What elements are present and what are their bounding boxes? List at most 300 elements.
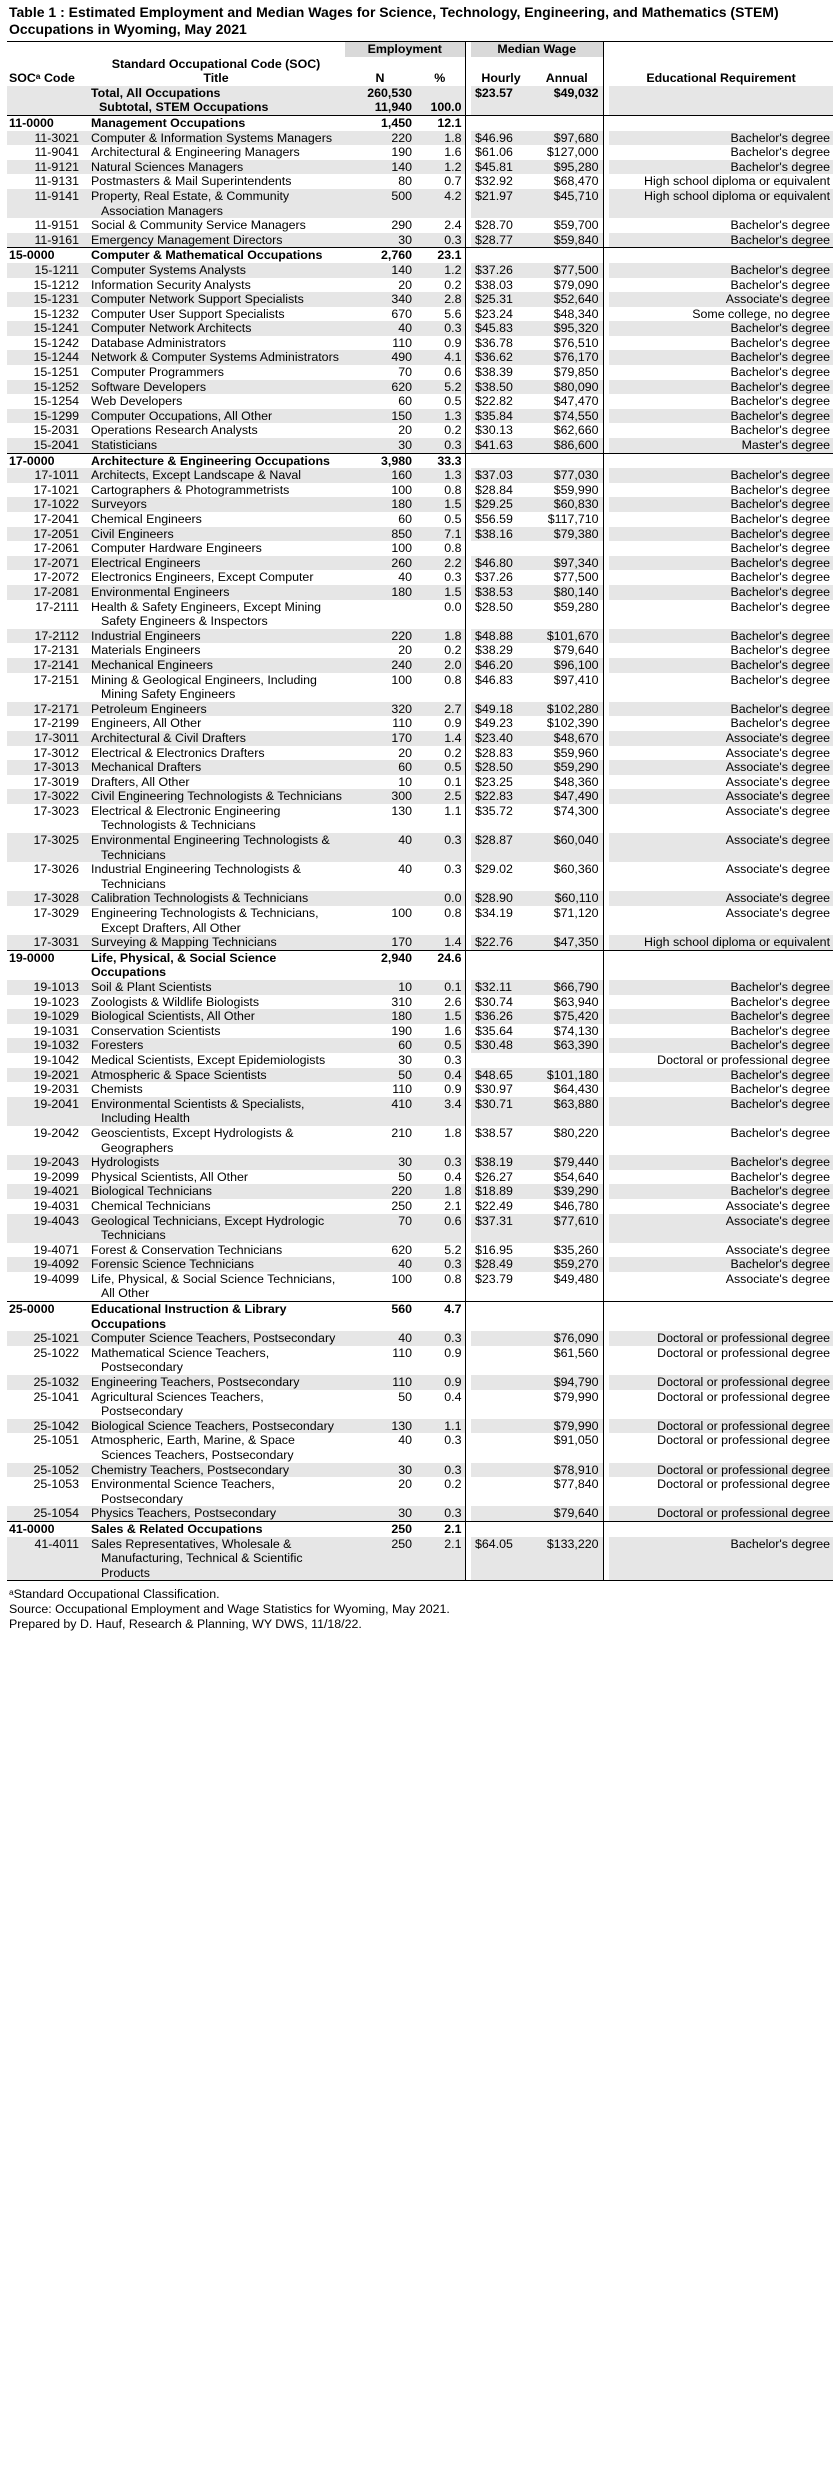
- soc-code-cell: 17-2151: [33, 672, 79, 687]
- hourly-wage-cell: $45.83: [471, 321, 531, 336]
- employment-pct-cell: [415, 86, 465, 101]
- education-requirement-cell: Bachelor's degree: [730, 277, 831, 292]
- occupation-title-cell: Computer User Support Specialists: [91, 306, 285, 321]
- employment-pct-cell: 2.1: [415, 1521, 465, 1536]
- hourly-wage-cell: $46.20: [471, 658, 531, 673]
- employment-pct-cell: 0.5: [415, 1038, 465, 1053]
- education-requirement-cell: Doctoral or professional degree: [657, 1389, 831, 1404]
- hourly-wage-cell: [471, 1433, 531, 1462]
- hourly-wage-cell: $41.63: [471, 438, 531, 453]
- occupation-title-cell: Geoscientists, Except Hydrologists & Geographers: [91, 1125, 294, 1155]
- table-row: [7, 746, 833, 761]
- soc-code-cell: 19-1013: [7, 980, 87, 995]
- table-row: [7, 1537, 833, 1581]
- annual-wage-cell: $97,680: [531, 131, 603, 146]
- header-column-row: [7, 57, 833, 86]
- occupation-title-cell: Emergency Management Directors: [87, 233, 345, 248]
- occupation-title-cell: Materials Engineers: [91, 643, 201, 658]
- soc-code-cell: 19-1032: [7, 1038, 87, 1053]
- annual-wage-cell: $101,180: [531, 1068, 603, 1083]
- education-requirement-cell: Associate's degree: [609, 731, 833, 746]
- employment-n-cell: 20: [398, 423, 412, 438]
- soc-code-cell: 15-1242: [33, 335, 79, 350]
- employment-pct-cell: 1.8: [415, 131, 465, 146]
- employment-pct-cell: 0.2: [444, 423, 462, 438]
- occupation-title-cell: Computer & Information Systems Managers: [87, 131, 345, 146]
- soc-code-cell: 17-3028: [7, 891, 87, 906]
- annual-wage-cell: $80,220: [553, 1125, 599, 1140]
- soc-code-cell: 15-1254: [33, 394, 79, 409]
- occupation-title-cell: Soil & Plant Scientists: [87, 980, 345, 995]
- education-requirement-cell: Bachelor's degree: [730, 672, 831, 687]
- soc-code-cell: 11-9151: [34, 218, 79, 233]
- annual-wage-cell: $80,140: [531, 585, 603, 600]
- education-requirement-cell: Bachelor's degree: [609, 1097, 833, 1126]
- soc-code-cell: 19-4043: [7, 1214, 87, 1243]
- hourly-wage-cell: $30.74: [475, 994, 513, 1009]
- occupation-title-cell: Computer & Mathematical Occupations: [87, 248, 345, 263]
- table-row: [7, 189, 833, 218]
- annual-wage-cell: $102,390: [546, 716, 599, 731]
- soc-code-cell: 19-4071: [33, 1242, 79, 1257]
- employment-pct-cell: 100.0: [415, 100, 465, 115]
- education-requirement-cell: Bachelor's degree: [609, 350, 833, 365]
- occupation-title-cell: Industrial Engineering Technologists & Technicians: [91, 862, 301, 891]
- employment-n-cell: 220: [345, 629, 415, 644]
- education-requirement-cell: [609, 86, 833, 101]
- employment-pct-cell: 0.3: [444, 1433, 462, 1448]
- table-row: [7, 1463, 833, 1478]
- annual-wage-cell: $47,470: [553, 394, 599, 409]
- employment-n-cell: 11,940: [345, 100, 415, 115]
- hourly-wage-cell: $32.92: [475, 174, 513, 189]
- annual-wage-cell: $48,670: [531, 731, 603, 746]
- employment-n-cell: 10: [345, 980, 415, 995]
- occupation-title-cell: Postmasters & Mail Superintendents: [91, 174, 292, 189]
- employment-n-cell: 290: [391, 218, 412, 233]
- annual-wage-cell: $49,480: [553, 1271, 599, 1286]
- table-row: [7, 833, 833, 862]
- hourly-wage-cell: [471, 1477, 531, 1506]
- occupation-title-cell: Computer Science Teachers, Postsecondary: [87, 1331, 345, 1346]
- employment-pct-cell: 1.6: [444, 1023, 462, 1038]
- education-requirement-cell: Bachelor's degree: [730, 643, 831, 658]
- hourly-wage-cell: $34.19: [475, 906, 513, 921]
- employment-n-cell: 850: [345, 527, 415, 542]
- table-row: [7, 1126, 833, 1155]
- annual-wage-cell: $74,550: [531, 409, 603, 424]
- hourly-wage-cell: $36.78: [475, 335, 513, 350]
- education-requirement-cell: Bachelor's degree: [730, 365, 831, 380]
- annual-wage-cell: $95,320: [531, 321, 603, 336]
- employment-pct-cell: 0.3: [415, 1506, 465, 1521]
- hourly-wage-cell: $30.48: [471, 1038, 531, 1053]
- hourly-wage-cell: $37.26: [475, 570, 513, 585]
- hourly-wage-cell: $38.57: [475, 1125, 513, 1140]
- source-note: Source: Occupational Employment and Wage Statistics for Wyoming, May 2021.: [9, 1602, 450, 1617]
- employment-pct-cell: 7.1: [415, 527, 465, 542]
- occupation-title-cell: Forest & Conservation Technicians: [91, 1242, 283, 1257]
- education-requirement-cell: Doctoral or professional degree: [657, 1477, 831, 1492]
- employment-n-cell: 80: [398, 174, 412, 189]
- annual-wage-cell: $79,090: [553, 277, 599, 292]
- education-requirement-cell: High school diploma or equivalent: [609, 935, 833, 950]
- employment-pct-cell: 1.2: [415, 160, 465, 175]
- occupation-title-cell: Atmospheric, Earth, Marine, & Space Sciences Teachers, Postsecondary: [91, 1433, 295, 1462]
- table-row: [7, 980, 833, 995]
- education-requirement-cell: Associate's degree: [725, 745, 831, 760]
- hourly-wage-cell: [471, 541, 531, 556]
- education-requirement-cell: Associate's degree: [725, 1242, 831, 1257]
- employment-pct-cell: 0.3: [415, 321, 465, 336]
- occupation-title-cell: Biological Science Teachers, Postsecondary: [87, 1419, 345, 1434]
- education-requirement-cell: Bachelor's degree: [609, 380, 833, 395]
- education-requirement-cell: Bachelor's degree: [730, 541, 831, 556]
- education-requirement-cell: Bachelor's degree: [609, 1009, 833, 1024]
- occupation-title-cell: Architects, Except Landscape & Naval: [87, 468, 345, 483]
- employment-n-cell: 100: [391, 541, 412, 556]
- table-row: [7, 600, 833, 629]
- employment-pct-cell: 1.4: [415, 731, 465, 746]
- education-requirement-cell: Doctoral or professional degree: [657, 1345, 831, 1360]
- employment-pct-cell: 0.9: [415, 1375, 465, 1390]
- table-row: [7, 1038, 833, 1053]
- hourly-wage-cell: $38.03: [475, 277, 513, 292]
- employment-pct-cell: 2.5: [415, 789, 465, 804]
- education-requirement-cell: Bachelor's degree: [609, 233, 833, 248]
- employment-pct-cell: 4.1: [415, 350, 465, 365]
- occupation-title-cell: Mechanical Engineers: [87, 658, 345, 673]
- employment-pct-cell: 4.7: [415, 1302, 465, 1332]
- employment-pct-cell: 0.2: [444, 643, 462, 658]
- soc-code-cell: 17-3031: [7, 935, 87, 950]
- table-row: [7, 423, 833, 438]
- hourly-wage-cell: $48.65: [471, 1068, 531, 1083]
- education-requirement-cell: Doctoral or professional degree: [657, 1052, 831, 1067]
- education-requirement-cell: Bachelor's degree: [609, 131, 833, 146]
- education-requirement-cell: Master's degree: [609, 438, 833, 453]
- hourly-wage-cell: $23.40: [471, 731, 531, 746]
- soc-code-cell: 17-3019: [33, 774, 79, 789]
- employment-n-cell: 3,980: [345, 453, 415, 468]
- annual-wage-cell: [531, 453, 603, 468]
- occupation-title-cell: Forensic Science Technicians: [87, 1257, 345, 1272]
- soc-code-cell: 25-1022: [33, 1345, 79, 1360]
- education-requirement-cell: Associate's degree: [725, 906, 831, 921]
- soc-code-cell: [7, 86, 87, 101]
- employment-pct-cell: 1.1: [415, 1419, 465, 1434]
- hourly-wage-cell: [471, 1521, 531, 1536]
- hourly-wage-cell: $22.49: [475, 1198, 513, 1213]
- employment-n-cell: 560: [345, 1302, 415, 1332]
- table-row: [7, 585, 833, 600]
- soc-title-header-line2: Title: [203, 71, 229, 86]
- soc-code-cell: 17-2081: [7, 585, 87, 600]
- soc-code-cell: 25-1053: [33, 1477, 79, 1492]
- soc-code-cell: 11-9131: [34, 174, 79, 189]
- annual-wage-cell: $60,110: [531, 891, 603, 906]
- annual-wage-cell: $76,090: [531, 1331, 603, 1346]
- employment-n-cell: 220: [345, 131, 415, 146]
- education-requirement-cell: Bachelor's degree: [730, 423, 831, 438]
- hourly-wage-cell: [471, 950, 531, 980]
- occupation-title-cell: Health & Safety Engineers, Except Mining Safety Engineers & Inspectors: [91, 599, 322, 629]
- hourly-header: Hourly: [481, 71, 521, 86]
- hourly-wage-cell: $37.31: [471, 1214, 531, 1243]
- soc-code-cell: 17-1011: [7, 468, 87, 483]
- soc-code-cell: 11-9041: [34, 145, 79, 160]
- soc-code-cell: [7, 100, 87, 115]
- employment-n-cell: 180: [345, 497, 415, 512]
- education-requirement-cell: Bachelor's degree: [730, 482, 831, 497]
- hourly-wage-cell: $38.29: [475, 643, 513, 658]
- occupation-title-cell: Information Security Analysts: [91, 277, 251, 292]
- education-requirement-cell: Bachelor's degree: [609, 556, 833, 571]
- table-row: [7, 350, 833, 365]
- employment-pct-cell: 0.5: [415, 760, 465, 775]
- table-row: [7, 1097, 833, 1126]
- education-requirement-cell: Bachelor's degree: [609, 1257, 833, 1272]
- employment-n-cell: 150: [345, 409, 415, 424]
- table-row: [7, 775, 833, 790]
- hourly-wage-cell: $46.83: [475, 672, 513, 687]
- hourly-wage-cell: [471, 1346, 531, 1375]
- education-requirement-cell: Bachelor's degree: [609, 658, 833, 673]
- hourly-wage-cell: [471, 1302, 531, 1332]
- occupation-title-cell: Architecture & Engineering Occupations: [87, 453, 345, 468]
- annual-wage-cell: $59,990: [553, 482, 599, 497]
- annual-wage-cell: $47,490: [531, 789, 603, 804]
- education-requirement-cell: Doctoral or professional degree: [609, 1331, 833, 1346]
- annual-wage-cell: $60,360: [553, 862, 599, 877]
- education-requirement-cell: Associate's degree: [609, 760, 833, 775]
- hourly-wage-cell: $38.19: [471, 1155, 531, 1170]
- table-row: [7, 570, 833, 585]
- education-requirement-cell: Bachelor's degree: [730, 512, 831, 526]
- annual-wage-cell: $60,040: [531, 833, 603, 862]
- annual-wage-cell: $48,360: [553, 774, 599, 789]
- header-band-row: [7, 42, 833, 57]
- employment-pct-cell: 0.3: [415, 1463, 465, 1478]
- median-wage-header: Median Wage: [471, 42, 603, 57]
- hourly-wage-cell: $28.87: [471, 833, 531, 862]
- education-requirement-cell: Bachelor's degree: [730, 1082, 831, 1097]
- occupation-title-cell: Mechanical Drafters: [87, 760, 345, 775]
- table-row: [7, 292, 833, 307]
- employment-pct-cell: 0.8: [444, 1271, 462, 1286]
- education-requirement-cell: Bachelor's degree: [730, 335, 831, 350]
- education-requirement-cell: Doctoral or professional degree: [609, 1506, 833, 1521]
- stem-employment-table: [7, 41, 833, 1581]
- employment-pct-cell: 0.5: [444, 512, 462, 526]
- annual-wage-cell: $74,130: [553, 1023, 599, 1038]
- soc-code-cell: 19-2042: [33, 1125, 79, 1140]
- annual-header: Annual: [545, 71, 588, 86]
- soc-code-cell: 25-0000: [7, 1302, 87, 1332]
- occupation-title-cell: Computer Occupations, All Other: [87, 409, 345, 424]
- annual-wage-cell: [531, 100, 603, 115]
- soc-code-cell: 19-1031: [33, 1023, 79, 1038]
- hourly-wage-cell: $28.49: [471, 1257, 531, 1272]
- pct-header: %: [434, 71, 446, 86]
- hourly-wage-cell: $38.53: [471, 585, 531, 600]
- employment-pct-cell: 33.3: [415, 453, 465, 468]
- table-row: [7, 321, 833, 336]
- employment-pct-cell: 0.6: [444, 365, 462, 380]
- annual-wage-cell: $78,910: [531, 1463, 603, 1478]
- soc-code-cell: 15-1252: [7, 380, 87, 395]
- major-group-row: [7, 115, 833, 130]
- soc-code-cell: 19-4021: [7, 1184, 87, 1199]
- employment-n-cell: 40: [345, 321, 415, 336]
- soc-code-cell: 15-1232: [33, 306, 79, 321]
- annual-wage-cell: $91,050: [553, 1433, 599, 1448]
- employment-n-cell: 2,760: [345, 248, 415, 263]
- education-requirement-cell: High school diploma or equivalent: [644, 174, 831, 189]
- annual-wage-cell: $76,510: [553, 335, 599, 350]
- occupation-title-cell: Civil Engineering Technologists & Technicians: [87, 789, 345, 804]
- table-row: [7, 1331, 833, 1346]
- annual-wage-cell: $66,790: [531, 980, 603, 995]
- table-row: [7, 263, 833, 278]
- soc-code-cell: 25-1052: [7, 1463, 87, 1478]
- occupation-title-cell: Total, All Occupations: [87, 86, 345, 101]
- table-row: [7, 1170, 833, 1185]
- hourly-wage-cell: $16.95: [475, 1242, 513, 1257]
- annual-wage-cell: $97,340: [531, 556, 603, 571]
- occupation-title-cell: Property, Real Estate, & Community Association Managers: [87, 189, 345, 218]
- hourly-wage-cell: $35.84: [471, 409, 531, 424]
- education-requirement-cell: Bachelor's degree: [609, 1184, 833, 1199]
- annual-wage-cell: $102,280: [531, 702, 603, 717]
- employment-pct-cell: 0.2: [444, 277, 462, 292]
- education-requirement-cell: Bachelor's degree: [609, 468, 833, 483]
- soc-code-cell: 17-2072: [33, 570, 79, 585]
- occupation-title-cell: Statisticians: [87, 438, 345, 453]
- soc-code-cell: 15-1231: [7, 292, 87, 307]
- table-row: [7, 760, 833, 775]
- annual-wage-cell: $77,500: [553, 570, 599, 585]
- table-row: [7, 512, 833, 527]
- annual-wage-cell: $68,470: [553, 174, 599, 189]
- education-requirement-cell: Bachelor's degree: [730, 570, 831, 585]
- education-requirement-cell: Associate's degree: [725, 774, 831, 789]
- employment-pct-cell: 1.1: [444, 803, 462, 818]
- hourly-wage-cell: $35.64: [475, 1023, 513, 1038]
- employment-pct-cell: 2.1: [444, 1198, 462, 1213]
- education-requirement-cell: Bachelor's degree: [609, 585, 833, 600]
- education-requirement-cell: Doctoral or professional degree: [609, 1463, 833, 1478]
- soc-code-cell: 17-3023: [33, 803, 79, 818]
- table-row: [7, 906, 833, 935]
- annual-wage-cell: $63,940: [553, 994, 599, 1009]
- employment-n-cell: 260: [345, 556, 415, 571]
- employment-pct-cell: 1.5: [415, 585, 465, 600]
- education-requirement-cell: Bachelor's degree: [730, 145, 831, 160]
- hourly-wage-cell: $26.27: [475, 1169, 513, 1184]
- employment-n-cell: 210: [391, 1125, 412, 1140]
- education-requirement-cell: Doctoral or professional degree: [609, 1375, 833, 1390]
- hourly-wage-cell: [471, 1506, 531, 1521]
- annual-wage-cell: $117,710: [547, 512, 599, 526]
- table-row: [7, 497, 833, 512]
- employment-n-cell: 10: [398, 774, 412, 789]
- hourly-wage-cell: [471, 1331, 531, 1346]
- annual-wage-cell: $97,410: [553, 672, 599, 687]
- employment-n-cell: 110: [392, 1345, 412, 1360]
- employment-pct-cell: 0.8: [444, 541, 462, 556]
- employment-pct-cell: 5.2: [444, 1242, 462, 1257]
- major-group-row: [7, 248, 833, 263]
- education-requirement-cell: Bachelor's degree: [609, 527, 833, 542]
- soc-code-cell: 19-2043: [7, 1155, 87, 1170]
- employment-n-cell: 190: [391, 145, 412, 160]
- soc-code-cell: 11-3021: [7, 131, 87, 146]
- hourly-wage-cell: [471, 1390, 531, 1419]
- hourly-wage-cell: $36.26: [471, 1009, 531, 1024]
- education-requirement-cell: Associate's degree: [609, 1214, 833, 1243]
- table-row: [7, 1199, 833, 1214]
- soc-code-cell: 17-2131: [33, 643, 79, 658]
- table-row: [7, 1390, 833, 1419]
- annual-wage-cell: [531, 1521, 603, 1536]
- occupation-title-cell: Environmental Scientists & Specialists, Including Health: [87, 1097, 345, 1126]
- occupation-title-cell: Electrical & Electronic Engineering Technologists & Technicians: [91, 803, 281, 833]
- occupation-title-cell: Sales & Related Occupations: [87, 1521, 345, 1536]
- prepared-note: Prepared by D. Hauf, Research & Planning, WY DWS, 11/18/22.: [9, 1617, 362, 1632]
- document-page: [7, 0, 833, 1632]
- employment-pct-cell: 2.6: [444, 994, 462, 1009]
- annual-wage-cell: $46,780: [553, 1198, 599, 1213]
- hourly-wage-cell: [471, 1463, 531, 1478]
- employment-pct-cell: 1.5: [415, 1009, 465, 1024]
- employment-n-cell: 130: [345, 1419, 415, 1434]
- employment-pct-cell: 2.7: [415, 702, 465, 717]
- table-row: [7, 789, 833, 804]
- table-row: [7, 1184, 833, 1199]
- occupation-title-cell: Chemistry Teachers, Postsecondary: [87, 1463, 345, 1478]
- hourly-wage-cell: $29.02: [475, 862, 513, 877]
- occupation-title-cell: Electronics Engineers, Except Computer: [91, 570, 314, 585]
- major-group-row: [7, 950, 833, 980]
- hourly-wage-cell: $21.97: [471, 189, 531, 218]
- soc-code-cell: 19-4099: [33, 1271, 79, 1286]
- employment-n-cell: 50: [345, 1068, 415, 1083]
- occupation-title-cell: Social & Community Service Managers: [91, 218, 306, 233]
- soc-code-cell: 19-2021: [7, 1068, 87, 1083]
- employment-pct-cell: 5.2: [415, 380, 465, 395]
- annual-wage-cell: [531, 950, 603, 980]
- hourly-wage-cell: $36.62: [471, 350, 531, 365]
- occupation-title-cell: Operations Research Analysts: [91, 423, 258, 438]
- education-requirement-cell: Bachelor's degree: [609, 497, 833, 512]
- annual-wage-cell: $59,270: [531, 1257, 603, 1272]
- employment-n-cell: 310: [391, 994, 412, 1009]
- hourly-wage-cell: $46.96: [471, 131, 531, 146]
- employment-pct-cell: 0.1: [444, 774, 462, 789]
- annual-wage-cell: $59,290: [531, 760, 603, 775]
- employment-pct-cell: 0.3: [415, 1331, 465, 1346]
- soc-code-cell: 19-4092: [7, 1257, 87, 1272]
- annual-wage-cell: $54,640: [553, 1169, 599, 1184]
- occupation-title-cell: Medical Scientists, Except Epidemiologists: [91, 1052, 326, 1067]
- table-row: [7, 731, 833, 746]
- table-row: [7, 891, 833, 906]
- occupation-title-cell: Educational Instruction & Library Occupations: [87, 1302, 345, 1332]
- soc-code-cell: 17-2171: [7, 702, 87, 717]
- employment-n-cell: 30: [345, 1155, 415, 1170]
- education-requirement-cell: Associate's degree: [609, 292, 833, 307]
